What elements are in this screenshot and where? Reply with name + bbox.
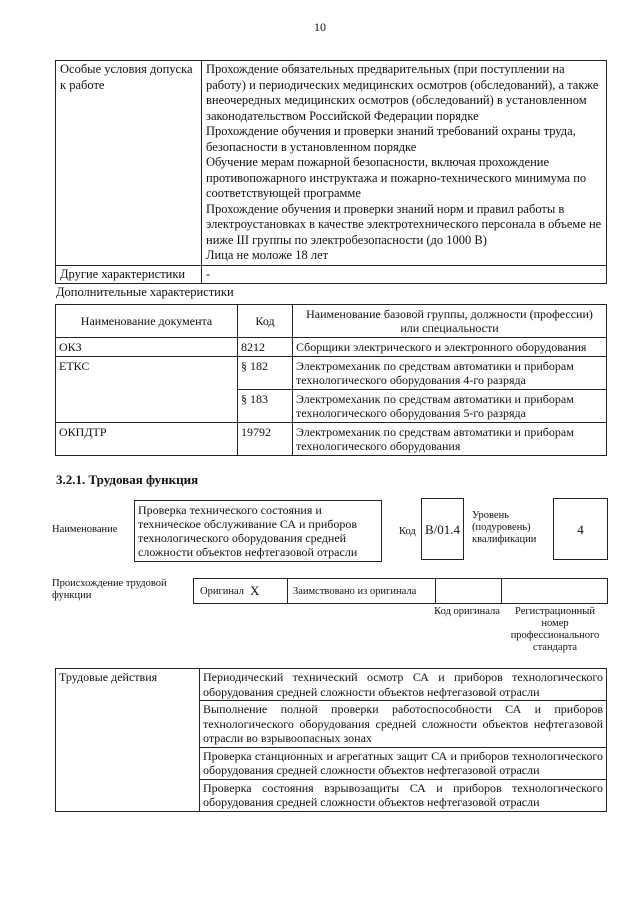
other-characteristics-value: -	[202, 265, 607, 284]
labor-action-item: Периодический технический осмотр СА и приборов технологического оборудования средней сложности объектов нефтегазовой отрасли	[200, 669, 607, 701]
borrowed-label: Заимствовано из оригинала	[293, 586, 417, 597]
condition-paragraph: Прохождение обучения и проверки знаний норм и правил работы в электроустановках в качестве электротехнического персонала в объеме не ниже III группы по электробезопасности (до 1000 В)	[206, 201, 602, 247]
column-header-group-name: Наименование базовой группы, должности (профессии) или специальности	[293, 305, 607, 338]
doc-cell: ОКПДТР	[56, 423, 238, 456]
registration-number-caption: Регистрационный номер профессионального стандарта	[510, 606, 600, 653]
conditions-value	[202, 61, 607, 266]
code-cell: § 183	[238, 390, 293, 423]
original-mark: X	[250, 583, 260, 598]
labor-function-heading: 3.2.1. Трудовая функция	[56, 472, 199, 487]
table-row	[56, 669, 607, 701]
origin-code-caption: Код оригинала	[434, 606, 500, 617]
condition-paragraph: Прохождение обязательных предварительных (при поступлении на работу) и периодических медицинских осмотров (обследований), а также внеочередных медицинских осмотров (обследований) в установленном законодательством Российской Федерации порядке	[206, 62, 599, 123]
conditions-label: Особые условия допуска к работе	[56, 61, 202, 266]
original-cell	[194, 579, 288, 603]
condition-paragraph: Обучение мерам пожарной безопасности, включая прохождение противопожарного инструктажа и пожарно-технического минимума по соответствующей программе	[206, 155, 587, 200]
table-header-row	[56, 305, 607, 338]
table-row	[56, 61, 607, 266]
labor-action-item: Проверка станционных и агрегатных защит СА и приборов технологического оборудования средней сложности объектов нефтегазовой отрасли	[200, 747, 607, 779]
doc-cell: ЕТКС	[56, 357, 238, 423]
column-header-document: Наименование документа	[56, 305, 238, 338]
additional-characteristics-title: Дополнительные характеристики	[56, 285, 234, 299]
code-cell: § 182	[238, 357, 293, 390]
name-cell: Электромеханик по средствам автоматики и приборам технологического оборудования 5-го разряда	[293, 390, 607, 423]
code-cell: 19792	[238, 423, 293, 456]
function-name-box: Проверка технического состояния и техническое обслуживание СА и приборов технологического оборудования средней сложности объектов нефтегазовой отрасли	[134, 500, 382, 562]
labor-actions-label: Трудовые действия	[56, 669, 200, 812]
origin-label: Происхождение трудовой функции	[52, 578, 167, 601]
name-cell: Электромеханик по средствам автоматики и приборам технологического оборудования 4-го разряда	[293, 357, 607, 390]
name-cell: Сборщики электрического и электронного оборудования	[293, 338, 607, 357]
table-row	[56, 265, 607, 284]
origin-row	[193, 578, 608, 604]
function-code-box: B/01.4	[421, 498, 464, 560]
labor-action-item: Выполнение полной проверки работоспособности СА и приборов технологического оборудования средней сложности объектов нефтегазовой отрасли во взрывоопасных зонах	[200, 701, 607, 748]
table-row	[56, 423, 607, 456]
doc-cell: ОКЗ	[56, 338, 238, 357]
table-row	[56, 357, 607, 390]
qualification-level-label: Уровень (подуровень) квалификации	[472, 510, 537, 545]
origin-code-cell	[435, 579, 502, 603]
additional-characteristics-table	[55, 304, 607, 456]
function-code-label: Код	[399, 526, 416, 537]
table-row	[56, 338, 607, 357]
column-header-code: Код	[238, 305, 293, 338]
conditions-table	[55, 60, 607, 284]
labor-actions-table	[55, 668, 607, 812]
labor-action-item: Проверка состояния взрывозащиты СА и приборов технологического оборудования средней сложности объектов нефтегазовой отрасли	[200, 779, 607, 811]
qualification-level-box: 4	[553, 498, 608, 560]
condition-paragraph: Прохождение обучения и проверки знаний требований охраны труда, безопасности в установленном порядке	[206, 124, 576, 154]
function-name-label: Наименование	[52, 524, 118, 535]
code-cell: 8212	[238, 338, 293, 357]
name-cell: Электромеханик по средствам автоматики и приборам технологического оборудования	[293, 423, 607, 456]
other-characteristics-label: Другие характеристики	[56, 265, 202, 284]
condition-paragraph: Лица не моложе 18 лет	[206, 248, 329, 262]
page-number: 10	[314, 20, 326, 34]
original-label: Оригинал	[200, 586, 244, 597]
